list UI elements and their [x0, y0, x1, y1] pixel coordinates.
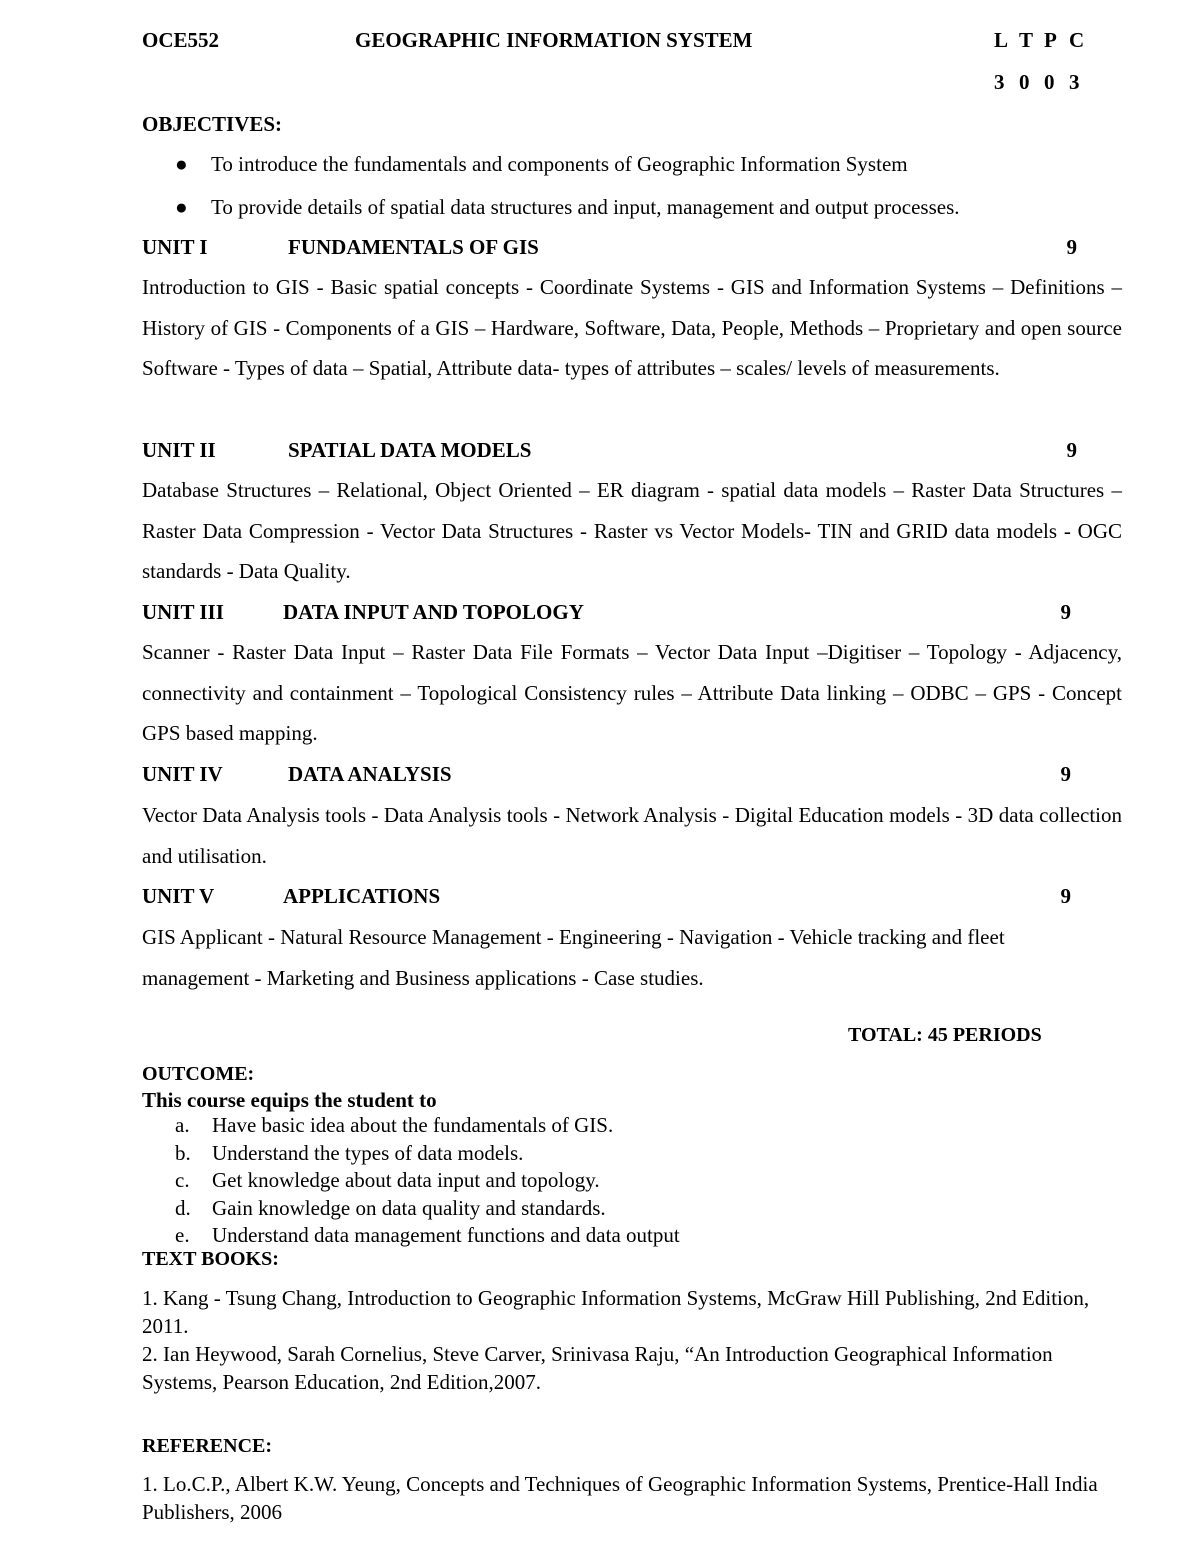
unit-3-header — [142, 600, 1077, 626]
outcome-intro: This course equips the student to — [142, 1088, 437, 1112]
list-item-text: Get knowledge about data input and topology. — [212, 1168, 600, 1192]
objectives-heading: OBJECTIVES: — [142, 112, 283, 136]
ltpc-value-t: 0 — [1019, 70, 1030, 94]
list-marker: c. — [175, 1168, 190, 1192]
unit-2-header — [142, 438, 1077, 464]
list-marker: d. — [175, 1195, 191, 1220]
list-item-text: Gain knowledge on data quality and standards. — [212, 1195, 606, 1220]
list-item-text: Have basic idea about the fundamentals of GIS. — [212, 1113, 614, 1137]
list-item — [175, 1195, 680, 1223]
unit-hours: 9 — [1060, 884, 1071, 908]
list-item — [175, 1167, 680, 1195]
list-marker: b. — [175, 1140, 191, 1165]
list-marker: e. — [175, 1223, 190, 1247]
unit-1-header — [142, 235, 1077, 261]
outcome-heading: OUTCOME: — [142, 1063, 255, 1085]
course-code: OCE552 — [142, 28, 220, 52]
unit-title: FUNDAMENTALS OF GIS — [288, 235, 539, 259]
unit-hours: 9 — [1060, 762, 1071, 786]
ltpc-value-c: 3 — [1069, 70, 1080, 94]
unit-label: UNIT III — [142, 600, 224, 624]
objective-item — [175, 195, 960, 220]
unit-3-content: Scanner - Raster Data Input – Raster Data File Formats – Vector Data Input –Digitiser – Topology - Adjacency, connectivity and containment – Topological Consistency rules – Attribute Data linking – ODBC – GPS - Concept GPS based mapping. — [142, 640, 1122, 745]
unit-title: SPATIAL DATA MODELS — [288, 438, 532, 462]
ltpc-label-c: C — [1069, 28, 1085, 52]
unit-5-content: GIS Applicant - Natural Resource Management - Engineering - Navigation - Vehicle tracking and fleet management - Marketing and Business applications - Case studies. — [142, 925, 1005, 990]
unit-5-header — [142, 884, 1077, 910]
unit-hours: 9 — [1060, 600, 1071, 624]
bullet-icon: ● — [175, 152, 188, 176]
unit-hours: 9 — [1066, 438, 1077, 462]
list-item — [175, 1222, 680, 1250]
ltpc-value-p: 0 — [1044, 70, 1055, 94]
unit-4-header — [142, 762, 1077, 788]
unit-label: UNIT IV — [142, 762, 223, 786]
outcome-list — [175, 1112, 680, 1250]
unit-4-content: Vector Data Analysis tools - Data Analysis tools - Network Analysis - Digital Education models - 3D data collection and utilisation. — [142, 803, 1122, 868]
unit-label: UNIT I — [142, 235, 208, 259]
textbooks-heading: TEXT BOOKS: — [142, 1248, 279, 1270]
unit-title: APPLICATIONS — [283, 884, 441, 908]
ltpc-label-t: T — [1019, 28, 1034, 52]
list-item-text: Understand data management functions and data output — [212, 1223, 680, 1247]
list-item — [175, 1112, 680, 1140]
ltpc-label-l: L — [994, 28, 1009, 52]
total-periods: TOTAL: 45 PERIODS — [848, 1024, 1042, 1046]
textbook-item: 2. Ian Heywood, Sarah Cornelius, Steve Carver, Srinivasa Raju, “An Introduction Geographical Information Systems, Pearson Education, 2nd Edition,2007. — [142, 1342, 1053, 1394]
bullet-icon: ● — [175, 195, 188, 219]
objective-item — [175, 152, 908, 177]
objective-text: To introduce the fundamentals and components of Geographic Information System — [211, 152, 908, 176]
unit-title: DATA INPUT AND TOPOLOGY — [283, 600, 584, 624]
unit-2-content: Database Structures – Relational, Object Oriented – ER diagram - spatial data models – Raster Data Structures – Raster Data Compression - Vector Data Structures - Raster vs Vector Models- TIN and GRID data models - OGC standards - Data Quality. — [142, 478, 1122, 583]
unit-label: UNIT II — [142, 438, 216, 462]
unit-1-content: Introduction to GIS - Basic spatial concepts - Coordinate Systems - GIS and Information Systems – Definitions – History of GIS - Components of a GIS – Hardware, Software, Data, People, Methods – Proprietary and open source Software - Types of data – Spatial, Attribute data- types of attributes – scales/ levels of measurements. — [142, 275, 1122, 380]
unit-hours: 9 — [1066, 235, 1077, 259]
reference-heading: REFERENCE: — [142, 1435, 273, 1457]
ltpc-labels — [994, 28, 1094, 53]
ltpc-values — [994, 70, 1094, 95]
reference-item: 1. Lo.C.P., Albert K.W. Yeung, Concepts and Techniques of Geographic Information Systems, Prentice-Hall India Publishers, 2006 — [142, 1472, 1098, 1524]
ltpc-label-p: P — [1044, 28, 1057, 52]
objective-text: To provide details of spatial data structures and input, management and output processes. — [211, 195, 960, 219]
ltpc-value-l: 3 — [994, 70, 1005, 94]
unit-label: UNIT V — [142, 884, 215, 908]
list-item-text: Understand the types of data models. — [212, 1140, 524, 1165]
list-marker: a. — [175, 1113, 190, 1137]
list-item — [175, 1140, 680, 1168]
unit-title: DATA ANALYSIS — [288, 762, 452, 786]
course-title: GEOGRAPHIC INFORMATION SYSTEM — [355, 28, 753, 52]
textbook-item: 1. Kang - Tsung Chang, Introduction to Geographic Information Systems, McGraw Hill Publishing, 2nd Edition, 2011. — [142, 1286, 1090, 1338]
